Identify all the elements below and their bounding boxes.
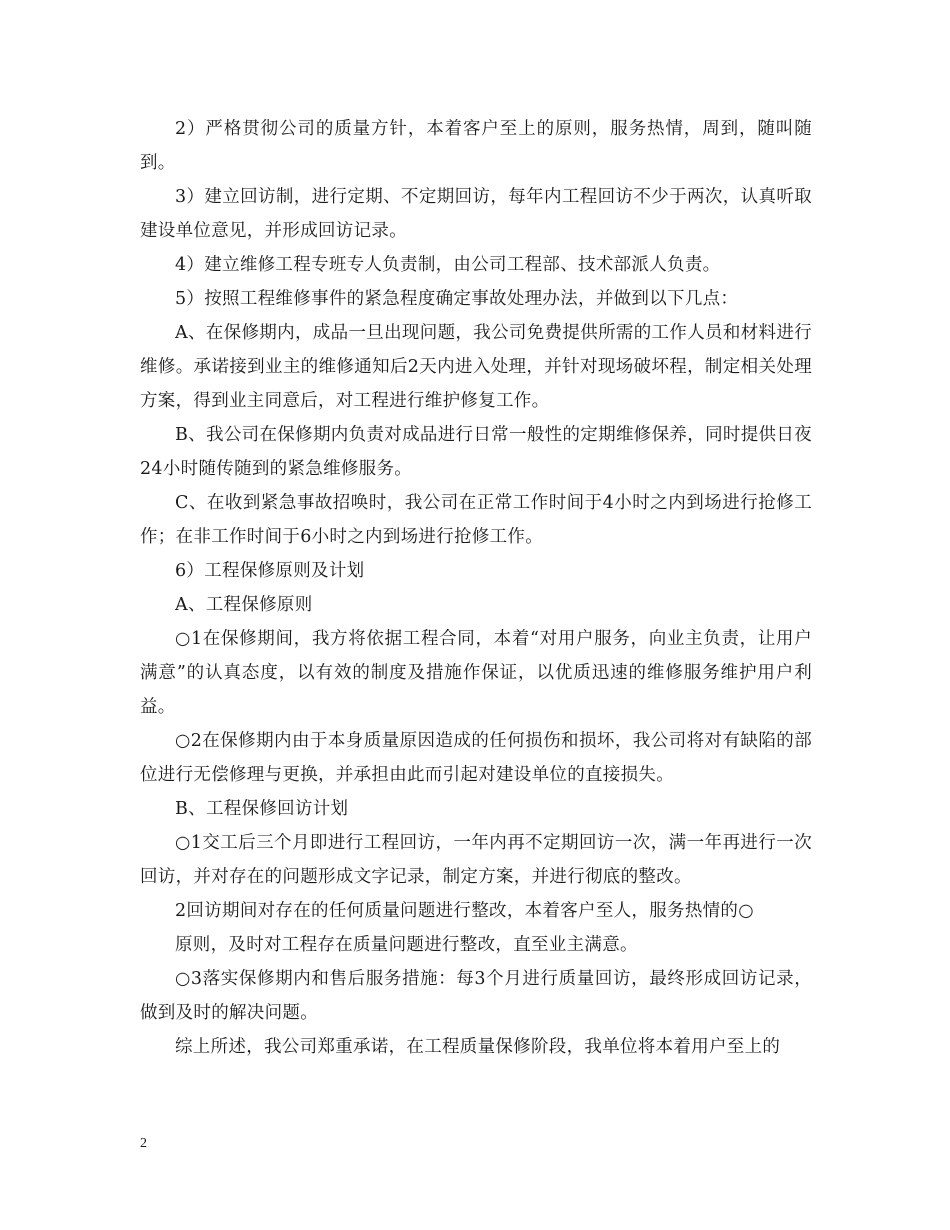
paragraph-12: 原则，及时对工程存在质量问题进行整改，直至业主满意。 [175, 935, 638, 955]
subheading-b: B、工程保修回访计划 [175, 799, 349, 819]
paragraph-6: B、我公司在保修期内负责对成品进行日常一般性的定期维修保养，同时提供日夜24小时随传随到的紧急维修服务。 [140, 425, 812, 479]
page-number: 2 [140, 1136, 147, 1151]
paragraph-1: 2）严格贯彻公司的质量方针，本着客户至上的原则，服务热情，周到，随叫随到。 [140, 119, 812, 173]
paragraph-5: A、在保修期内，成品一旦出现问题，我公司免费提供所需的工作人员和材料进行维修。承诺接到业主的维修通知后2天内进入处理，并针对现场破坏程，制定相关处理方案，得到业主同意后，对工程进行维护修复工作。 [140, 323, 812, 411]
paragraph-14: 综上所述，我公司郑重承诺，在工程质量保修阶段，我单位将本着用户至上的 [175, 1037, 781, 1057]
paragraph-8: ○1在保修期间，我方将依据工程合同，本着“对用户服务，向业主负责，让用户满意”的认真态度，以有效的制度及措施作保证，以优质迅速的维修服务维护用户利益。 [140, 629, 812, 717]
paragraph-9: ○2在保修期内由于本身质量原因造成的任何损伤和损坏，我公司将对有缺陷的部位进行无偿修理与更换，并承担由此而引起对建设单位的直接损失。 [140, 731, 812, 785]
paragraph-4: 5）按照工程维修事件的紧急程度确定事故处理办法，并做到以下几点： [175, 289, 739, 309]
paragraph-3: 4）建立维修工程专班专人负责制，由公司工程部、技术部派人负责。 [175, 255, 721, 275]
paragraph-13: ○3落实保修期内和售后服务措施：每3个月进行质量回访，最终形成回访记录，做到及时的解决问题。 [140, 969, 812, 1023]
paragraph-10: ○1交工后三个月即进行工程回访，一年内再不定期回访一次，满一年再进行一次回访，并对存在的问题形成文字记录，制定方案，并进行彻底的整改。 [140, 833, 812, 887]
subheading-a: A、工程保修原则 [175, 595, 313, 615]
paragraph-2: 3）建立回访制，进行定期、不定期回访，每年内工程回访不少于两次，认真听取建设单位意见，并形成回访记录。 [140, 187, 812, 241]
paragraph-11: 2回访期间对存在的任何质量问题进行整改，本着客户至人，服务热情的○ [175, 901, 754, 921]
paragraph-7: C、在收到紧急事故招唤时，我公司在正常工作时间于4小时之内到场进行抢修工作；在非工作时间于6小时之内到场进行抢修工作。 [140, 493, 812, 547]
section-heading-6: 6）工程保修原则及计划 [175, 561, 365, 581]
document-body [140, 112, 812, 1064]
